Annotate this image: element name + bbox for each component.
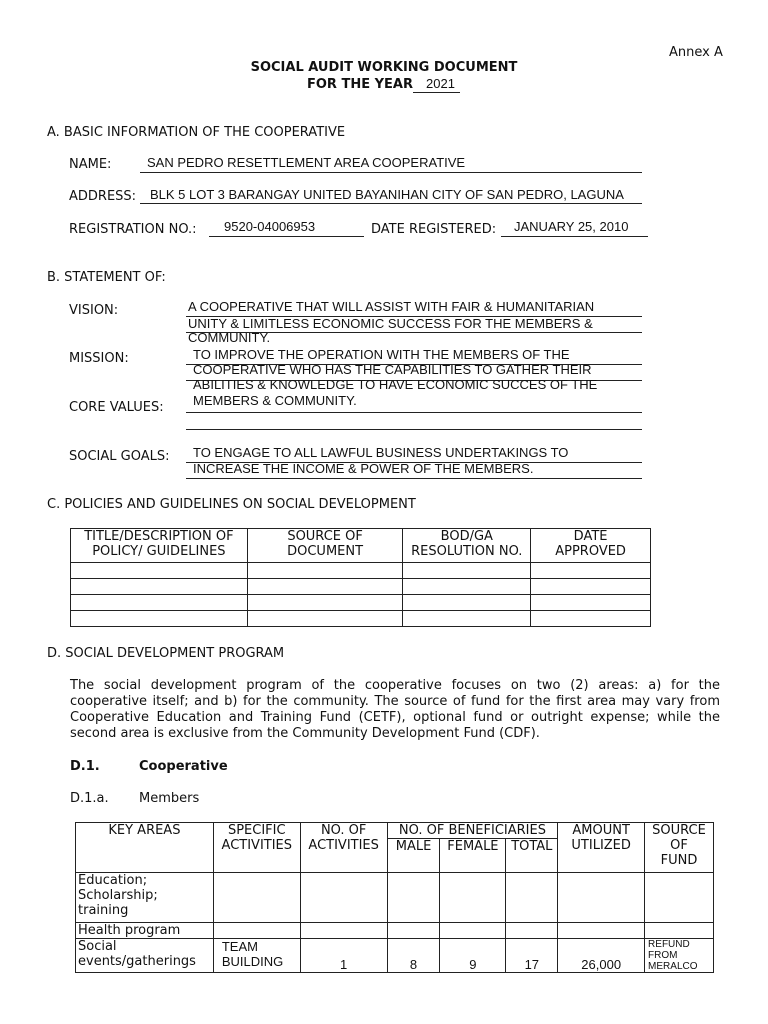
- table-cell: [403, 563, 531, 579]
- d1a-title: Members: [139, 791, 200, 806]
- key-area-health: [76, 923, 214, 939]
- header-text: POLICY/ GUIDELINES: [92, 544, 226, 559]
- header-amount: [558, 823, 645, 873]
- header-text: MALE: [395, 839, 432, 854]
- registration-value: 9520-04006953: [224, 219, 316, 234]
- table-cell: [247, 579, 403, 595]
- cell-text: Health program: [78, 923, 181, 938]
- table-cell: [531, 595, 651, 611]
- table-row: [71, 563, 651, 579]
- specific-activity: [213, 939, 300, 973]
- address-value: BLK 5 LOT 3 BARANGAY UNITED BAYANIHAN CITY OF SAN PEDRO, LAGUNA: [150, 187, 624, 202]
- key-area-education: [76, 873, 214, 923]
- header-text: NO. OF BENEFICIARIES: [398, 823, 546, 838]
- vision-label: VISION:: [69, 303, 119, 318]
- header-text: TITLE/DESCRIPTION OF: [84, 529, 234, 544]
- mission-line-4: MEMBERS & COMMUNITY.: [193, 393, 357, 408]
- header-text: BOD/GA: [440, 529, 493, 544]
- section-c-heading: C. POLICIES AND GUIDELINES ON SOCIAL DEVELOPMENT: [47, 497, 416, 512]
- section-d-heading: D. SOCIAL DEVELOPMENT PROGRAM: [47, 646, 285, 661]
- mission-line-1: TO IMPROVE THE OPERATION WITH THE MEMBERS OF THE: [193, 347, 570, 362]
- social-goals-label: SOCIAL GOALS:: [69, 449, 170, 464]
- header-text: APPROVED: [555, 544, 626, 559]
- year-label: FOR THE YEAR: [307, 77, 413, 92]
- cell-text: TEAM: [221, 939, 258, 954]
- members-header-row: [76, 823, 714, 839]
- header-text: SPECIFIC: [227, 823, 286, 838]
- header-text: NO. OF: [320, 823, 367, 838]
- members-table: [75, 822, 714, 973]
- header-specific-activities: [213, 823, 300, 873]
- name-value: SAN PEDRO RESETTLEMENT AREA COOPERATIVE: [147, 155, 466, 170]
- vision-line-2: UNITY & LIMITLESS ECONOMIC SUCCESS FOR THE MEMBERS &: [188, 316, 593, 331]
- statement-line: [186, 412, 642, 413]
- header-text: ACTIVITIES: [308, 838, 379, 853]
- address-label: ADDRESS:: [69, 189, 137, 204]
- header-text: FEMALE: [447, 839, 499, 854]
- female-value: 9: [440, 939, 506, 973]
- table-cell: [403, 595, 531, 611]
- name-label: NAME:: [69, 157, 112, 172]
- table-cell: [247, 611, 403, 627]
- table-cell: [531, 579, 651, 595]
- statement-line: [186, 478, 642, 479]
- table-cell: [440, 873, 506, 923]
- table-cell: [247, 563, 403, 579]
- table-cell: [645, 873, 714, 923]
- header-text: SOURCE OF: [287, 529, 363, 544]
- table-row: [76, 873, 714, 923]
- d1-title: Cooperative: [139, 759, 228, 774]
- cell-text: REFUND: [648, 939, 690, 950]
- header-text: UTILIZED: [571, 838, 631, 853]
- name-underline: [140, 172, 642, 173]
- table-cell: [71, 611, 248, 627]
- table-cell: [558, 873, 645, 923]
- total-value: 17: [506, 939, 558, 973]
- d1a-number: D.1.a.: [70, 791, 109, 806]
- header-text: FUND: [660, 853, 698, 868]
- source-fund-value: [645, 939, 714, 973]
- header-text: KEY AREAS: [108, 823, 181, 838]
- mission-line-3: ABILITIES & KNOWLEDGE TO HAVE ECONOMIC SUCCES OF THE: [193, 377, 598, 392]
- header-text: SOURCE: [652, 823, 706, 838]
- table-cell: [387, 923, 440, 939]
- cell-text: Social: [78, 939, 117, 954]
- table-cell: [71, 579, 248, 595]
- header-text: TOTAL: [511, 839, 553, 854]
- table-row: [71, 579, 651, 595]
- table-row: [71, 611, 651, 627]
- vision-line-1: A COOPERATIVE THAT WILL ASSIST WITH FAIR & HUMANITARIAN: [188, 299, 595, 314]
- table-cell: [213, 923, 300, 939]
- table-cell: [531, 611, 651, 627]
- address-underline: [140, 203, 642, 204]
- header-key-areas: [76, 823, 214, 873]
- table-row: [76, 923, 714, 939]
- policies-header-title: [71, 529, 248, 563]
- header-female: [440, 839, 506, 873]
- cell-text: Scholarship;: [78, 888, 158, 903]
- cell-text: MERALCO: [648, 961, 698, 972]
- table-row: [71, 595, 651, 611]
- date-registered-label: DATE REGISTERED:: [371, 222, 497, 237]
- table-cell: [403, 611, 531, 627]
- policies-header-source: [247, 529, 403, 563]
- table-cell: [403, 579, 531, 595]
- header-total: [506, 839, 558, 873]
- social-goals-line-1: TO ENGAGE TO ALL LAWFUL BUSINESS UNDERTAKINGS TO: [193, 445, 569, 460]
- year-underline: [413, 92, 460, 93]
- table-cell: [247, 595, 403, 611]
- table-cell: [506, 873, 558, 923]
- no-activities-value: 1: [300, 939, 387, 973]
- core-values-label: CORE VALUES:: [69, 400, 164, 415]
- annex-label: Annex A: [669, 45, 723, 60]
- program-paragraph: The social development program of the cooperative focuses on two (2) areas: a) for the cooperative itself; and b) for the community. The source of fund for the first area may vary from Cooperative Education and Training Fund (CETF), optional fund or outright expense; while the second area is exclusive from the Community Development Fund (CDF).: [70, 678, 720, 741]
- cell-text: FROM: [648, 950, 678, 961]
- header-text: DATE: [573, 529, 608, 544]
- header-text: RESOLUTION NO.: [411, 544, 523, 559]
- cell-text: training: [78, 903, 129, 918]
- header-source-fund: [645, 823, 714, 873]
- registration-underline: [209, 236, 364, 237]
- table-cell: [645, 923, 714, 939]
- section-a-heading: A. BASIC INFORMATION OF THE COOPERATIVE: [47, 125, 346, 140]
- table-cell: [558, 923, 645, 939]
- table-cell: [300, 873, 387, 923]
- policies-header-row: [71, 529, 651, 563]
- cell-text: Education;: [78, 873, 148, 888]
- statement-line: [186, 429, 642, 430]
- vision-line-3: COMMUNITY.: [188, 330, 271, 345]
- male-value: 8: [387, 939, 440, 973]
- policies-header-date: [531, 529, 651, 563]
- social-goals-line-2: INCREASE THE INCOME & POWER OF THE MEMBERS.: [193, 461, 534, 476]
- date-registered-underline: [501, 236, 648, 237]
- table-cell: [71, 563, 248, 579]
- d1-number: D.1.: [70, 759, 100, 774]
- section-b-heading: B. STATEMENT OF:: [47, 270, 166, 285]
- table-cell: [387, 873, 440, 923]
- table-cell: [71, 595, 248, 611]
- table-cell: [213, 873, 300, 923]
- table-cell: [506, 923, 558, 939]
- header-text: ACTIVITIES: [221, 838, 293, 853]
- header-no-activities: [300, 823, 387, 873]
- cell-text: events/gatherings: [78, 954, 196, 969]
- table-cell: [300, 923, 387, 939]
- header-text: OF: [670, 838, 688, 853]
- mission-label: MISSION:: [69, 351, 129, 366]
- policies-table: [70, 528, 651, 627]
- date-registered-value: JANUARY 25, 2010: [514, 219, 629, 234]
- cell-text: BUILDING: [221, 954, 284, 969]
- year-value: 2021: [426, 76, 455, 91]
- table-cell: [440, 923, 506, 939]
- registration-label: REGISTRATION NO.:: [69, 222, 197, 237]
- header-text: DOCUMENT: [287, 544, 364, 559]
- amount-value: 26,000: [558, 939, 645, 973]
- table-row: [76, 939, 714, 973]
- header-beneficiaries: [387, 823, 558, 839]
- header-male: [387, 839, 440, 873]
- key-area-social: [76, 939, 214, 973]
- header-text: AMOUNT: [572, 823, 630, 838]
- policies-header-resolution: [403, 529, 531, 563]
- table-cell: [531, 563, 651, 579]
- document-title: SOCIAL AUDIT WORKING DOCUMENT: [250, 60, 518, 75]
- mission-line-2: COOPERATIVE WHO HAS THE CAPABILITIES TO GATHER THEIR: [193, 362, 592, 377]
